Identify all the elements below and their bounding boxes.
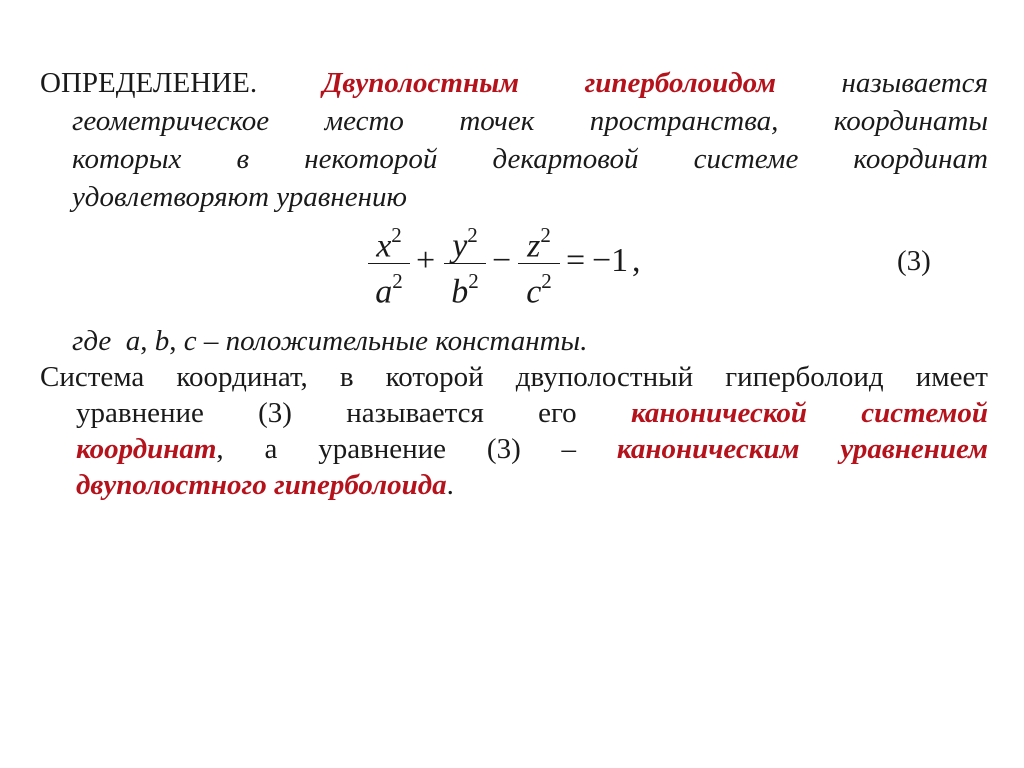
- where-prefix: где: [72, 325, 112, 357]
- fraction-bar: [518, 263, 560, 264]
- paragraph-line-2-c: называется его: [346, 397, 577, 429]
- term-canonical-system: канонической системой: [630, 397, 989, 429]
- fraction-x-over-a: [366, 218, 412, 311]
- rhs-value: −1: [592, 242, 629, 279]
- const-b: b: [154, 325, 170, 357]
- paragraph-line-3-lead: [76, 433, 446, 465]
- denominator-a: $a^2$: [375, 269, 403, 311]
- paragraph-line-3-b: , а уравнение: [216, 433, 447, 465]
- paragraph-line-2-a: уравнение: [76, 397, 204, 429]
- paragraph-line-3-c: (3) –: [486, 433, 577, 465]
- paragraph-line-2: [76, 394, 988, 432]
- equation-ref: (3): [258, 397, 292, 429]
- definition-line-1: [40, 64, 988, 102]
- formula-comma: ,: [632, 242, 641, 279]
- definition-line-3: которых в некоторой декартовой системе координат: [72, 143, 988, 175]
- fraction-z-over-c: [516, 218, 562, 311]
- paragraph-line-3: [76, 430, 988, 468]
- fraction-bar: [444, 263, 486, 264]
- where-suffix: – положительные константы.: [203, 325, 588, 357]
- definition-term: Двуполостным гиперболоидом: [322, 67, 776, 99]
- definition-line-2: геометрическое место точек пространства, координаты: [72, 105, 988, 137]
- paragraph-line-1: Система координат, в которой двуполостный гиперболоид имеет: [40, 361, 988, 393]
- term-hyperboloid: двуполостного гиперболоида: [76, 469, 447, 501]
- definition-label: ОПРЕДЕЛЕНИЕ.: [40, 67, 258, 99]
- denominator-c: $c^2$: [526, 269, 552, 311]
- equation-number: (3): [897, 245, 931, 277]
- definition-line-4: удовлетворяют уравнению: [72, 181, 407, 213]
- where-line: [72, 322, 587, 360]
- denominator-b: $b^2$: [451, 269, 479, 311]
- minus-sign: −: [492, 242, 512, 279]
- const-c: c: [183, 325, 197, 357]
- sep-2: ,: [169, 325, 177, 357]
- paragraph-end: .: [446, 469, 454, 501]
- sep-1: ,: [140, 325, 148, 357]
- const-a: a: [125, 325, 141, 357]
- term-canonical-equation: каноническим уравнением: [616, 433, 988, 465]
- numerator-y: $y^2$: [452, 223, 478, 265]
- plus-sign: +: [416, 242, 436, 279]
- numerator-x: $x^2$: [376, 223, 402, 265]
- definition-line-1-rest: называется: [841, 67, 988, 99]
- equals-sign: =: [566, 242, 586, 279]
- term-coordinates: координат: [76, 433, 217, 465]
- numerator-z: $z^2$: [527, 223, 551, 265]
- fraction-bar: [368, 263, 410, 264]
- fraction-y-over-b: [442, 218, 488, 311]
- paragraph-line-4: [76, 466, 454, 504]
